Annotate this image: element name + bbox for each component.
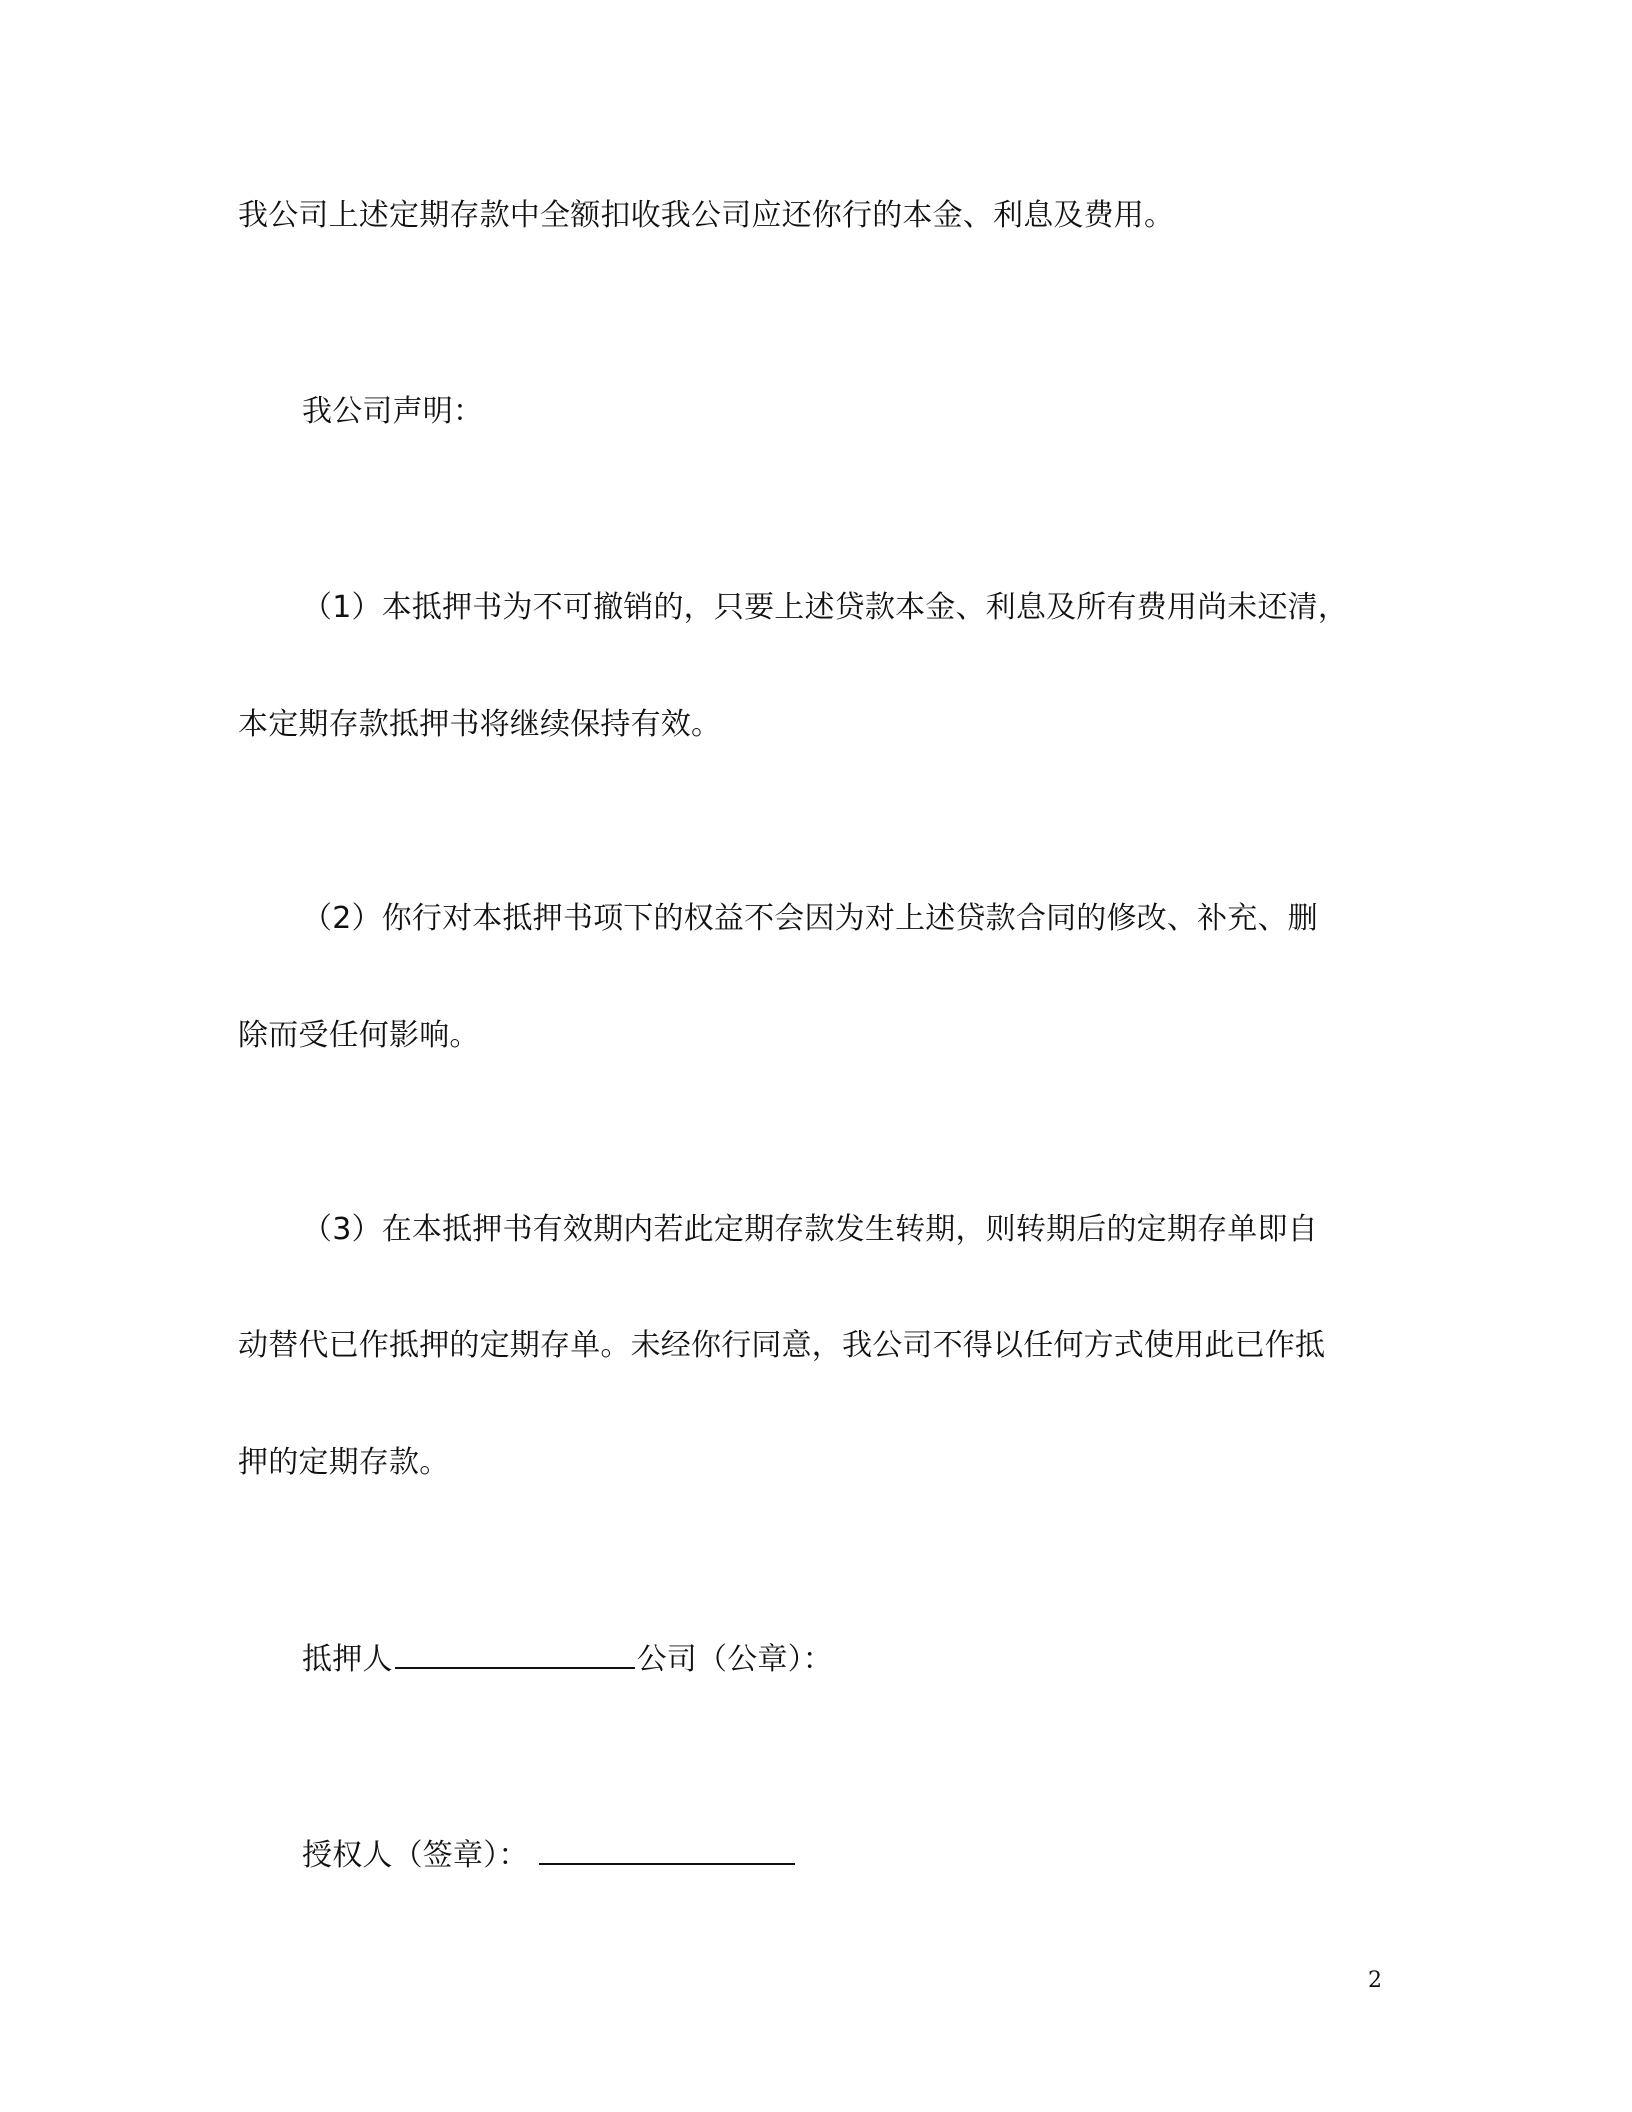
pledgor-company-blank bbox=[395, 1637, 635, 1669]
authorized-signature-line bbox=[302, 1833, 795, 1876]
page-number: 2 bbox=[1368, 1968, 1382, 1993]
clause-1-line-1: （1）本抵押书为不可撤销的，只要上述贷款本金、利息及所有费用尚未还清， bbox=[302, 590, 1349, 625]
clause-3-line-1: （3）在本抵押书有效期内若此定期存款发生转期，则转期后的定期存单即自 bbox=[302, 1212, 1318, 1247]
clause-2-line-1: （2）你行对本抵押书项下的权益不会因为对上述贷款合同的修改、补充、删 bbox=[302, 901, 1318, 936]
pledgor-label: 抵押人 bbox=[302, 1642, 393, 1677]
clause-1-line-2: 本定期存款抵押书将继续保持有效。 bbox=[238, 707, 722, 742]
clause-2-line-2: 除而受任何影响。 bbox=[238, 1018, 480, 1053]
pledgor-company-suffix: 公司（公章）： bbox=[636, 1642, 834, 1677]
paragraph-line-deduction: 我公司上述定期存款中全额扣收我公司应还你行的本金、利息及费用。 bbox=[238, 198, 1175, 233]
authorized-signature-blank bbox=[539, 1833, 795, 1865]
clause-3-line-2: 动替代已作抵押的定期存单。未经你行同意，我公司不得以任何方式使用此已作抵 bbox=[238, 1328, 1326, 1363]
clause-3-line-3: 押的定期存款。 bbox=[238, 1445, 450, 1480]
pledgor-signature-line bbox=[302, 1637, 833, 1680]
declaration-heading: 我公司声明： bbox=[302, 394, 484, 429]
authorized-label: 授权人（签章）： bbox=[302, 1838, 529, 1873]
